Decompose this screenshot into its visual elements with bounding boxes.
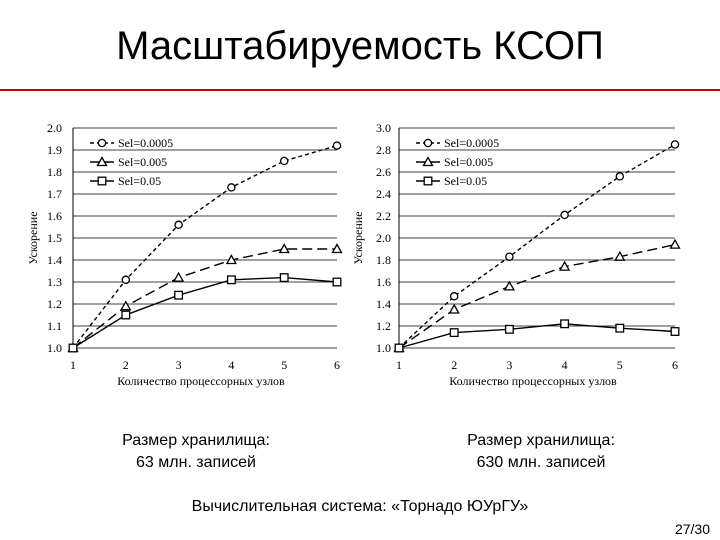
chart2-y-tick-label: 1.4	[376, 297, 391, 311]
chart2-x-tick-label: 2	[451, 358, 458, 372]
chart1-series-line-circle	[73, 146, 337, 348]
chart1-data-point-square	[280, 274, 288, 282]
chart2-y-tick-label: 2.6	[376, 165, 391, 179]
chart1-legend-label: Sel=0.05	[118, 174, 162, 188]
chart2-series-line-circle	[399, 145, 675, 349]
chart1-data-point-circle	[122, 276, 129, 283]
chart1-y-tick-label: 1.2	[47, 297, 62, 311]
chart1-data-point-triangle	[121, 302, 130, 310]
chart2-data-point-circle	[506, 253, 513, 260]
chart1-y-tick-label: 2.0	[47, 121, 62, 135]
chart1-x-tick-label: 5	[281, 358, 288, 372]
chart2-x-axis-title: Количество процессорных узлов	[449, 374, 617, 388]
chart1-x-tick-label: 3	[175, 358, 182, 372]
chart2-legend-label: Sel=0.0005	[444, 136, 500, 150]
chart1-y-tick-label: 1.7	[47, 187, 62, 201]
chart1-x-tick-label: 4	[228, 358, 235, 372]
chart1-data-point-circle	[175, 221, 182, 228]
chart2-legend-label: Sel=0.05	[444, 174, 488, 188]
chart1-series-line-square	[73, 278, 337, 348]
chart2-data-point-square	[395, 344, 403, 352]
chart2-x-tick-label: 4	[561, 358, 568, 372]
chart1-y-tick-label: 1.5	[47, 231, 62, 245]
chart2-data-point-square	[561, 320, 569, 328]
chart1-legend-label: Sel=0.0005	[118, 136, 174, 150]
chart2-data-point-circle	[616, 173, 623, 180]
chart2-y-tick-label: 2.0	[376, 231, 391, 245]
right-caption-line1: Размер хранилища:	[467, 432, 615, 449]
chart2-data-point-square	[671, 328, 679, 336]
chart1-y-tick-label: 1.4	[47, 253, 62, 267]
chart2-data-point-circle	[671, 141, 678, 148]
left-storage-caption	[66, 430, 326, 474]
chart1-series-line-triangle	[73, 249, 337, 348]
chart1-legend-label: Sel=0.005	[118, 155, 168, 169]
left-caption-line1: Размер хранилища:	[122, 432, 270, 449]
chart1-y-tick-label: 1.1	[47, 319, 62, 333]
chart1-y-tick-label: 1.9	[47, 143, 62, 157]
right-storage-caption	[411, 430, 671, 474]
chart1-data-point-circle	[228, 184, 235, 191]
chart2-y-tick-label: 1.6	[376, 275, 391, 289]
chart2-legend-marker-circle	[424, 139, 431, 146]
chart1-legend-marker-square	[98, 177, 106, 185]
chart1-x-tick-label: 6	[334, 358, 340, 372]
chart1-data-point-circle	[333, 142, 340, 149]
chart1-y-tick-label: 1.3	[47, 275, 62, 289]
left-caption-line2: 63 млн. записей	[136, 454, 256, 471]
chart1-legend-marker-circle	[98, 139, 105, 146]
chart2-legend-marker-square	[424, 177, 432, 185]
chart1-data-point-circle	[281, 157, 288, 164]
chart2-x-tick-label: 1	[396, 358, 402, 372]
chart1-y-tick-label: 1.8	[47, 165, 62, 179]
chart2-x-tick-label: 3	[506, 358, 513, 372]
chart2-data-point-triangle	[505, 282, 514, 290]
chart2-data-point-circle	[451, 293, 458, 300]
slide-title: Масштабируемость КСОП	[116, 24, 604, 68]
chart1-x-axis-title: Количество процессорных узлов	[117, 374, 285, 388]
chart2-series-line-square	[399, 324, 675, 348]
chart2-y-tick-label: 2.2	[376, 209, 391, 223]
chart2-x-tick-label: 6	[672, 358, 678, 372]
system-footer: Вычислительная система: «Торнадо ЮУрГУ»	[191, 498, 529, 515]
page-number: 27/30	[674, 521, 710, 537]
chart2-y-tick-label: 2.8	[376, 143, 391, 157]
chart1-y-axis-title: Ускорение	[26, 211, 40, 265]
chart1-data-point-square	[333, 278, 341, 286]
chart2-data-point-circle	[561, 211, 568, 218]
chart2-y-tick-label: 3.0	[376, 121, 391, 135]
chart2-y-tick-label: 1.8	[376, 253, 391, 267]
chart1-x-tick-label: 2	[122, 358, 129, 372]
chart2-data-point-triangle	[671, 240, 680, 248]
chart2-y-axis-title: Ускорение	[351, 211, 365, 265]
chart2-y-tick-label: 1.0	[376, 341, 391, 355]
chart1-data-point-triangle	[174, 273, 183, 281]
chart1-data-point-square	[175, 291, 183, 299]
chart1-x-tick-label: 1	[70, 358, 76, 372]
chart2-data-point-square	[506, 326, 514, 334]
chart2-data-point-square	[450, 329, 458, 337]
chart2-data-point-triangle	[450, 305, 459, 313]
chart1-y-tick-label: 1.6	[47, 209, 62, 223]
chart2-legend-label: Sel=0.005	[444, 155, 494, 169]
chart2-data-point-square	[616, 324, 624, 332]
chart1-data-point-square	[228, 276, 236, 284]
chart1-data-point-square	[69, 344, 77, 352]
chart2-y-tick-label: 2.4	[376, 187, 391, 201]
chart1-y-tick-label: 1.0	[47, 341, 62, 355]
right-caption-line2: 630 млн. записей	[476, 454, 606, 471]
chart2-x-tick-label: 5	[616, 358, 623, 372]
chart2-y-tick-label: 1.2	[376, 319, 391, 333]
chart1-data-point-square	[122, 311, 130, 319]
